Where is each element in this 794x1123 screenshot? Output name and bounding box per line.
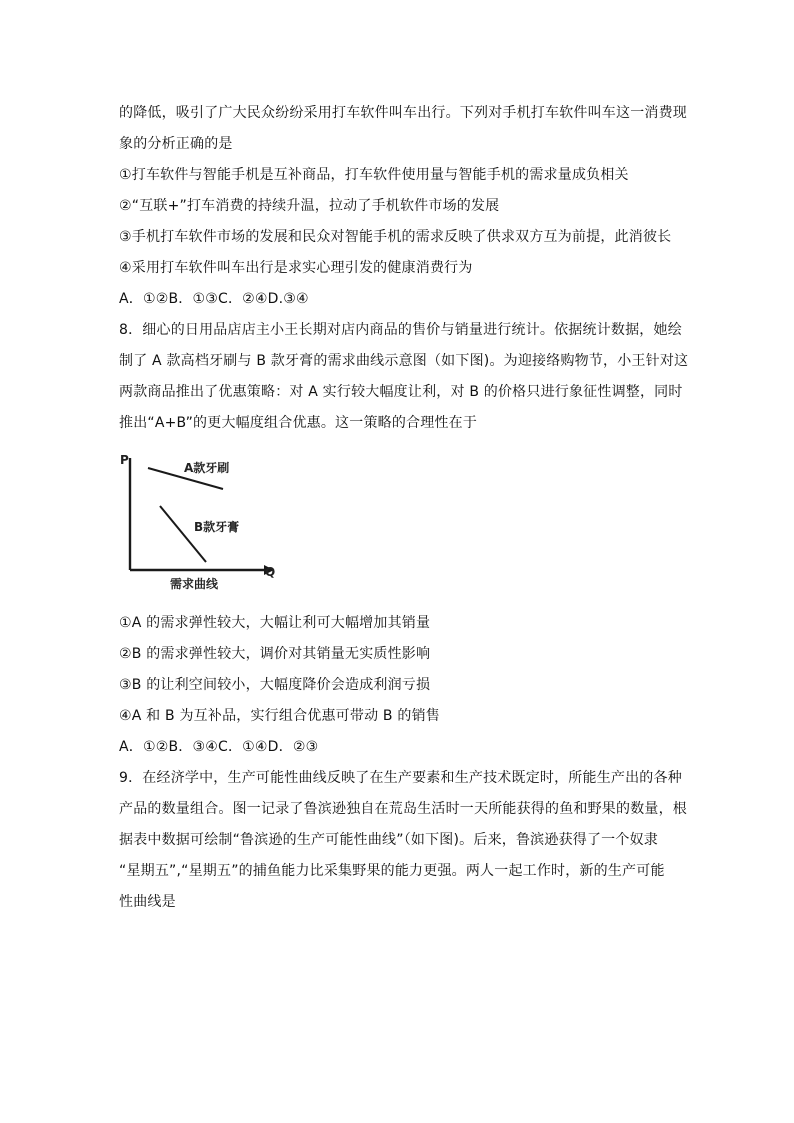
question-8-line: 制了 A 款高档牙刷与 B 款牙膏的需求曲线示意图（如下图)。为迎接络购物节，小王针对这 xyxy=(119,353,689,369)
answer-choices: A．①②B．③④C．①④D．②③ xyxy=(119,739,319,755)
figure-caption: 需求曲线 xyxy=(170,577,219,591)
option-line: ④采用打车软件叫车出行是求实心理引发的健康消费行为 xyxy=(119,260,473,276)
question-8-line: 推出“A+B”的更大幅度组合优惠。这一策略的合理性在于 xyxy=(119,415,478,431)
curve-a-label: A款牙刷 xyxy=(184,461,230,475)
option-line: ②B 的需求弹性较大，调价对其销量无实质性影响 xyxy=(119,646,431,662)
paragraph-line: 象的分析正确的是 xyxy=(119,136,233,152)
question-9-line: 9．在经济学中，生产可能性曲线反映了在生产要素和生产技术既定时，所能生产出的各种 xyxy=(119,770,682,786)
question-8-line: 8．细心的日用品店店主小王长期对店内商品的售价与销量进行统计。依据统计数据，她绘 xyxy=(119,322,682,338)
paragraph-line: 的降低，吸引了广大民众纷纷采用打车软件叫车出行。下列对手机打车软件叫车这一消费现 xyxy=(119,105,687,121)
option-line: ③B 的让利空间较小，大幅度降价会造成利润亏损 xyxy=(119,677,431,693)
demand-curve-svg xyxy=(118,448,280,594)
option-line: ③手机打车软件市场的发展和民众对智能手机的需求反映了供求双方互为前提，此消彼长 xyxy=(119,229,672,245)
curve-b-line xyxy=(160,506,206,562)
option-line: ④A 和 B 为互补品，实行组合优惠可带动 B 的销售 xyxy=(119,708,440,724)
x-axis-label: Q xyxy=(265,565,276,579)
curve-b-label: B款牙膏 xyxy=(194,520,240,534)
option-line: ①A 的需求弹性较大，大幅让利可大幅增加其销量 xyxy=(119,615,431,631)
question-9-line: 性曲线是 xyxy=(119,894,176,910)
question-9-line: 产品的数量组合。图一记录了鲁滨逊独自在荒岛生活时一天所能获得的鱼和野果的数量，根 xyxy=(119,801,687,817)
demand-curve-figure xyxy=(118,448,280,594)
question-8-line: 两款商品推出了优惠策略：对 A 实行较大幅度让利，对 B 的价格只进行象征性调整，同时 xyxy=(119,384,683,400)
option-line: ①打车软件与智能手机是互补商品，打车软件使用量与智能手机的需求量成负相关 xyxy=(119,167,629,183)
question-9-line: 据表中数据可绘制“鲁滨逊的生产可能性曲线”（如下图)。后来，鲁滨逊获得了一个奴隶 xyxy=(119,832,658,848)
option-line: ②“互联+”打车消费的持续升温，拉动了手机软件市场的发展 xyxy=(119,198,500,214)
y-axis-label: P xyxy=(120,453,129,467)
answer-choices: A．①②B．①③C．②④D.③④ xyxy=(119,291,309,307)
question-9-line: “星期五”,“星期五”的捕鱼能力比采集野果的能力更强。两人一起工作时，新的生产可能 xyxy=(119,863,665,879)
